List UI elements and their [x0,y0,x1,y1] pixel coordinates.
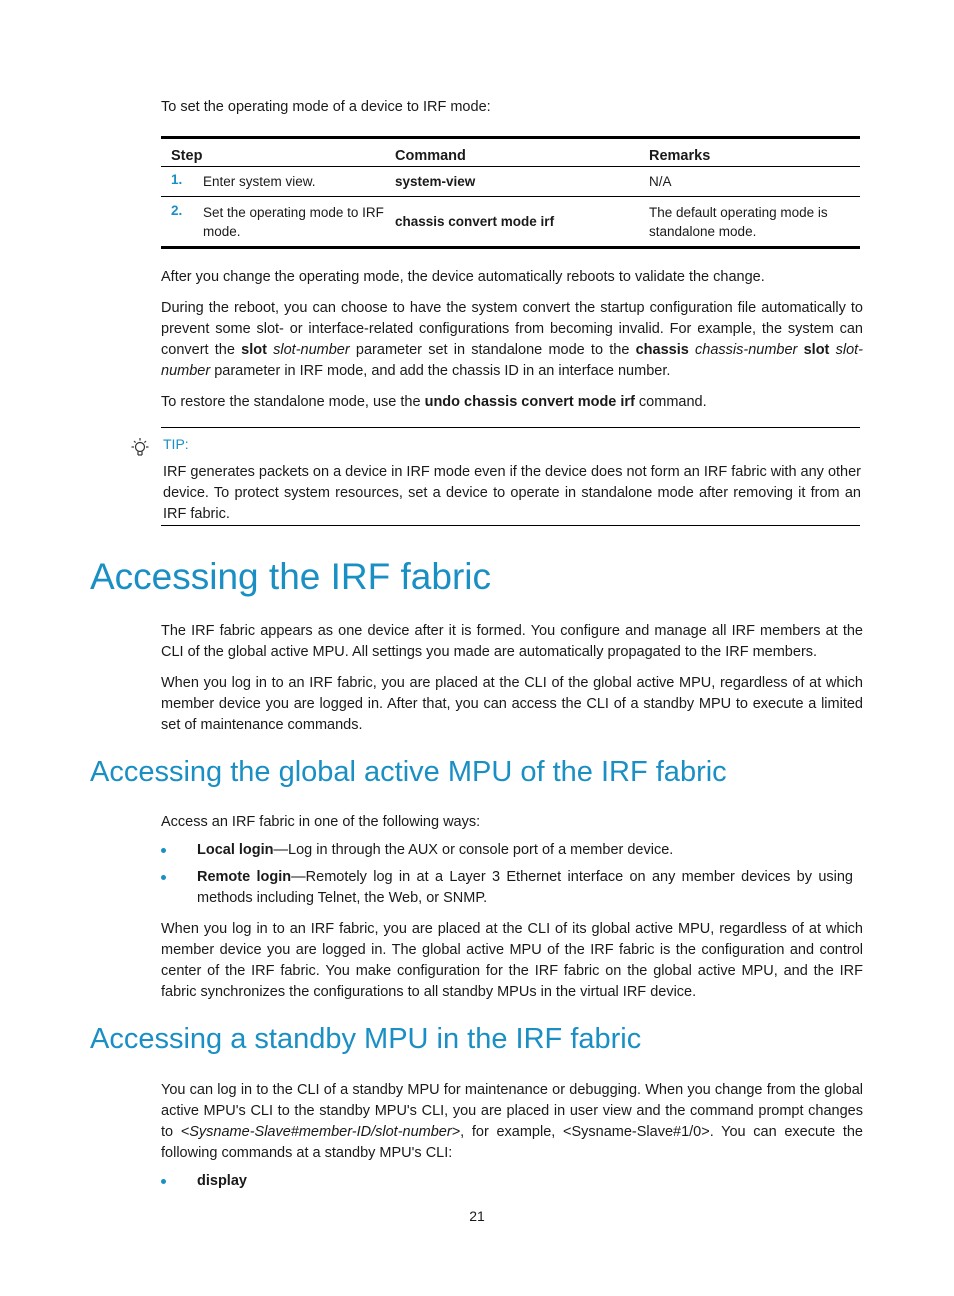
step-number: 1. [171,172,183,187]
paragraph-standby: You can log in to the CLI of a standby MPU for maintenance or debugging. When you change from the global active MPU's CLI to the standby MPU's CLI, you are placed in user view and the command prompt changes to <Sysname-Slave#member-ID/slot-number>, for example, <Sysname-Slave#1/0>. You can execute the following commands at a standby MPU's CLI: [161,1082,863,1161]
step-text: Enter system view. [203,174,316,189]
tip-top-rule [161,427,860,428]
paragraph-convert: During the reboot, you can choose to have the system convert the startup configuration file automatically to prevent some slot- or interface-related configurations from becoming invalid. For example, the system can convert the slot slot-number parameter set in standalone mode to the chassis chassis-number slot slot-number parameter in IRF mode, and add the chassis ID in an interface number. [161,300,863,379]
header-command: Command [395,148,466,164]
step-number: 2. [171,202,183,218]
bullet-icon [161,875,166,880]
remarks-text: N/A [649,174,672,189]
config-table [161,136,860,249]
paragraph-login: When you log in to an IRF fabric, you are placed at the CLI of the global active MPU, regardless of at which member device you are logged in. After that, you can access the CLI of a standby MPU to execute a limited set of maintenance commands. [161,675,863,733]
table-row [161,197,860,246]
header-remarks: Remarks [649,148,711,164]
list-item: Local login—Log in through the AUX or console port of a member device. [161,840,861,861]
section-heading: Accessing the IRF fabric [90,556,491,597]
list-item: Remote login—Remotely log in at a Layer 3 Ethernet interface on any member devices by using methods including Telnet, the Web, or SNMP. [161,867,853,909]
command-text: system-view [395,174,476,189]
bullet-icon [161,848,166,853]
bullet-icon [161,1179,166,1184]
list-item: display [161,1171,861,1192]
paragraph-restore: To restore the standalone mode, use the undo chassis convert mode irf command. [161,394,707,410]
command-text: chassis convert mode irf [395,214,555,229]
step-text: Set the operating mode to IRF mode. [203,204,384,239]
paragraph-appears: The IRF fabric appears as one device after it is formed. You configure and manage all IRF members at the CLI of the global active MPU. All settings you made are automatically propagated to the IRF members. [161,623,863,660]
tip-label: TIP: [163,436,189,452]
paragraph-global-active: When you log in to an IRF fabric, you are placed at the CLI of its global active MPU, regardless of at which member device you are logged in. The global active MPU of the IRF fabric is the configuration and control center of the IRF fabric. You make configuration for the IRF fabric on the global active MPU, and the IRF fabric synchronizes the configurations to all standby MPUs in the virtual IRF device. [161,921,863,1000]
paragraph-access-ways: Access an IRF fabric in one of the following ways: [161,814,481,830]
tip-text: IRF generates packets on a device in IRF mode even if the device does not form an IRF fabric with any other device. To protect system resources, set a device to operate in standalone mode after removing it from an IRF fabric. [163,464,861,522]
table-row [161,167,860,197]
header-step: Step [171,148,203,164]
remarks-text: The default operating mode is standalone mode. [649,204,828,239]
tip-bottom-rule [161,525,860,526]
subsection-heading-global: Accessing the global active MPU of the IRF fabric [90,756,727,788]
page-number: 21 [469,1208,485,1224]
lightbulb-icon [129,436,151,460]
table-header [161,139,860,167]
subsection-heading-standby: Accessing a standby MPU in the IRF fabric [90,1023,642,1055]
intro-text: To set the operating mode of a device to IRF mode: [161,99,491,115]
paragraph-reboot: After you change the operating mode, the device automatically reboots to validate the change. [161,269,765,285]
